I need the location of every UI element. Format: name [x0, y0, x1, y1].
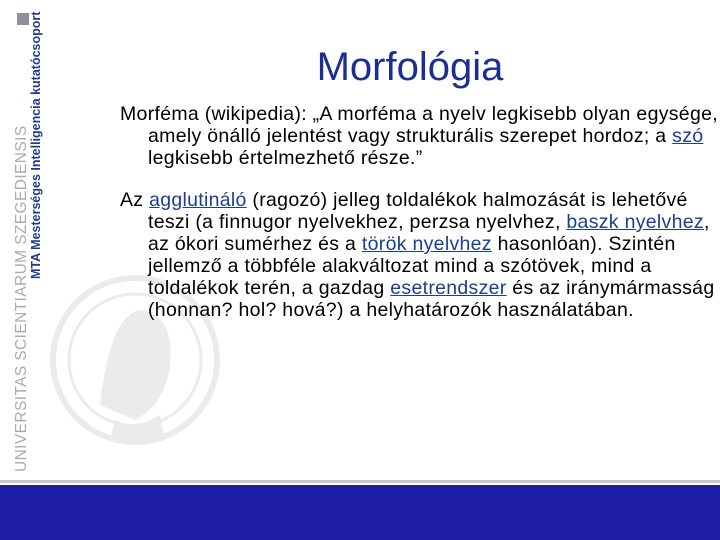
footer-bar [0, 485, 720, 540]
link-szo[interactable]: szó [672, 125, 704, 147]
link-torok-nyelvhez[interactable]: török nyelvhez [361, 233, 492, 255]
link-agglutinalo[interactable]: agglutináló [149, 189, 247, 211]
link-esetrendszer[interactable]: esetrendszer [390, 277, 507, 299]
agglutination-paragraph [120, 189, 720, 321]
slide-title: Morfológia [316, 45, 504, 89]
mta-group-label: MTA Mesterséges Intelligencia kutatócsoport [29, 12, 43, 280]
university-label: UNIVERSITAS SCIENTIARUM SZEGEDIENSIS [13, 125, 30, 472]
link-baszk-nyelvhez[interactable]: baszk nyelvhez [566, 211, 704, 233]
definition-tail: legkisebb értelmezhető része.” [148, 147, 423, 169]
slide-body [120, 103, 720, 321]
definition-paragraph [120, 103, 720, 169]
agglutination-text-2: (ragozó) jelleg toldalékok halmozását is lehetővé teszi (a finnugor nyelvekhez, perzsa nyelvhez, [148, 189, 688, 233]
footer-divider [0, 480, 720, 483]
logo-square-icon [17, 13, 29, 25]
agglutination-text-3: , az ókori sumérhez és a [148, 211, 710, 255]
definition-text: Morféma (wikipedia): „A morféma a nyelv legkisebb olyan egysége, amely önálló jelentést vagy strukturális szerepet hordoz; a [120, 103, 718, 147]
agglutination-text-1: Az [120, 189, 150, 211]
agglutination-text-5: és az iránymármasság (honnan? hol? hová?) a helyhatározók használatában. [148, 277, 715, 321]
agglutination-text-4: hasonlóan). Szintén jellemző a többféle alakváltozat mind a szótövek, mind a toldalékok terén, a gazdag [148, 233, 676, 299]
